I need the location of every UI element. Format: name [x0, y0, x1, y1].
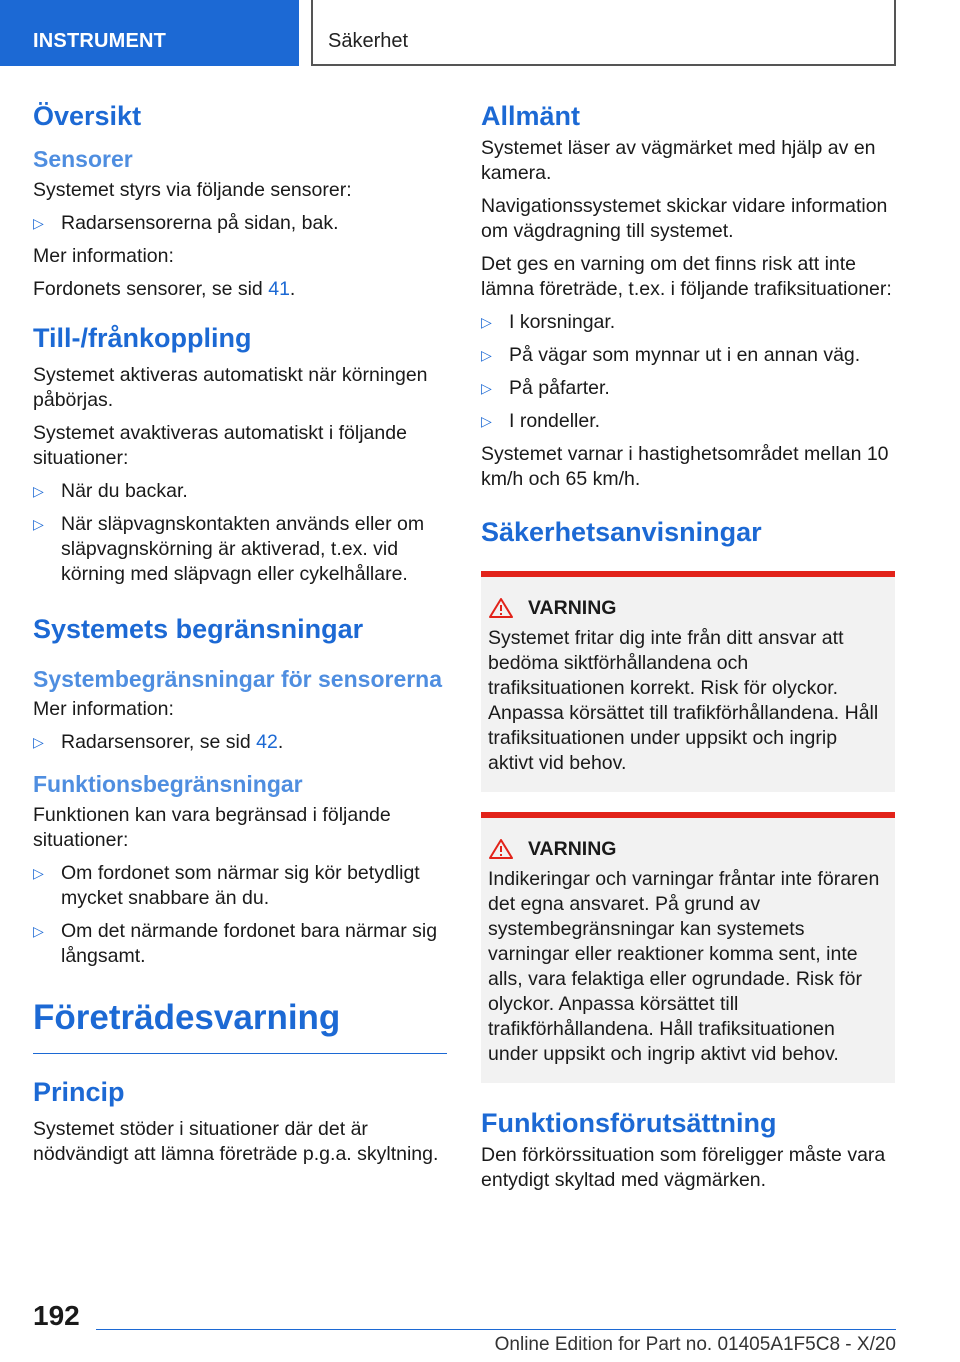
- warning-box: [481, 812, 895, 1083]
- triangle-right-icon: ▷: [33, 922, 44, 939]
- bullet-list: [33, 730, 447, 755]
- triangle-right-icon: ▷: [33, 214, 44, 231]
- bullet-list: [33, 479, 447, 587]
- list-item: ▷ Om fordonet som närmar sig kör betydligt mycket snabbare än du.: [33, 861, 420, 909]
- paragraph: Systemet stöder i situationer där det är nödvändigt att lämna företräde p.g.a. skyltning.: [33, 1118, 439, 1166]
- warning-triangle-icon: [488, 838, 514, 860]
- warning-title: VARNING: [488, 597, 883, 620]
- paragraph: Mer information:: [33, 698, 174, 721]
- paragraph: Den förkörssituation som föreligger måste vara entydigt skyltad med vägmärken.: [481, 1144, 886, 1192]
- paragraph: Navigationssystemet skickar vidare information om vägdragning till systemet.: [481, 195, 888, 243]
- left-column: [33, 100, 447, 1175]
- triangle-right-icon: ▷: [33, 516, 44, 533]
- paragraph: Systemet styrs via följande sensorer:: [33, 178, 352, 201]
- warning-title: VARNING: [488, 838, 883, 861]
- paragraph: Mer information:: [33, 244, 174, 267]
- chapter-tab[interactable]: INSTRUMENT: [0, 0, 299, 66]
- paragraph: Funktionen kan vara begränsad i följande situationer:: [33, 803, 391, 851]
- triangle-right-icon: ▷: [33, 864, 44, 881]
- heading-sensorer: Sensorer: [33, 146, 133, 173]
- triangle-right-icon: ▷: [481, 413, 492, 430]
- paragraph: Systemet aktiveras automatiskt när körningen påbörjas.: [33, 364, 428, 412]
- list-item: ▷ Radarsensorer, se sid 42.: [33, 731, 284, 754]
- paragraph: Systemet varnar i hastighetsområdet mellan 10 km/h och 65 km/h.: [481, 443, 889, 491]
- list-item: ▷ Om det närmande fordonet bara närmar sig långsamt.: [33, 919, 438, 967]
- heading-funktionsforutsattning: Funktionsförutsättning: [481, 1107, 777, 1138]
- triangle-right-icon: ▷: [33, 734, 44, 751]
- page-link[interactable]: 42: [256, 731, 278, 754]
- triangle-right-icon: ▷: [481, 314, 492, 331]
- list-item: ▷ I rondeller.: [481, 410, 601, 433]
- page-header: [0, 0, 960, 66]
- heading-till-franskoppling: Till-/frånkoppling: [33, 322, 252, 353]
- right-column: [481, 100, 895, 1201]
- warning-triangle-icon: [488, 597, 514, 619]
- heading-sensor-begransningar: Systembegränsningar för sensorerna: [33, 665, 443, 692]
- page-link[interactable]: 41: [268, 277, 290, 300]
- list-item: ▷ Radarsensorerna på sidan, bak.: [33, 211, 339, 234]
- bullet-list: [33, 211, 447, 236]
- heading-oversikt: Översikt: [33, 101, 142, 131]
- warning-text: Systemet fritar dig inte från ditt ansvar att bedöma siktförhållandena och trafiksituationen korrekt. Risk för olyckor. Anpassa körsättet till trafikförhållandena. Håll trafiksituationen under uppsikt och ingrip aktivt vid behov.: [488, 626, 879, 774]
- heading-begransningar: Systemets begränsningar: [33, 614, 364, 645]
- warning-text: Indikeringar och varningar fråntar inte föraren det egna ansvaret. På grund av systembegränsningar kan systemets varningar eller reaktioner komma sent, inte alls, vara felaktiga eller ogrundade. Risk för olyckor. Anpassa körsättet till trafikförhållandena. Håll trafiksituationen under uppsikt och ingrip aktivt vid behov.: [488, 867, 880, 1065]
- paragraph: Det ges en varning om det finns risk att inte lämna företräde, t.ex. i följande trafiksituationer:: [481, 253, 892, 301]
- list-item: ▷ På vägar som mynnar ut i en annan väg.: [481, 344, 861, 367]
- section-tab[interactable]: Säkerhet: [311, 0, 896, 66]
- footer-edition: Online Edition for Part no. 01405A1F5C8 - X/20: [494, 1334, 896, 1355]
- heading-princip: Princip: [33, 1076, 125, 1107]
- bullet-list: [33, 861, 447, 969]
- list-item: ▷ När släpvagnskontakten används eller om släpvagnskörning är aktiverad, t.ex. vid körning med släpvagn eller cykelhållare.: [33, 513, 425, 586]
- footer-divider: [96, 1329, 896, 1330]
- chapter-title: Företrädesvarning: [33, 997, 447, 1054]
- list-item: ▷ I korsningar.: [481, 311, 616, 334]
- list-item: ▷ När du backar.: [33, 480, 188, 503]
- list-item: ▷ På påfarter.: [481, 377, 610, 400]
- paragraph: Systemet läser av vägmärket med hjälp av en kamera.: [481, 137, 876, 185]
- heading-sakerhetsanvisningar: Säkerhetsanvisningar: [481, 517, 762, 548]
- paragraph-with-link: Fordonets sensorer, se sid 41.: [33, 277, 296, 300]
- triangle-right-icon: ▷: [33, 483, 44, 500]
- warning-box: [481, 571, 895, 792]
- bullet-list: [481, 310, 895, 434]
- heading-allmant: Allmänt: [481, 101, 581, 131]
- triangle-right-icon: ▷: [481, 347, 492, 364]
- triangle-right-icon: ▷: [481, 380, 492, 397]
- paragraph: Systemet avaktiveras automatiskt i följande situationer:: [33, 422, 407, 470]
- heading-funktionsbegransningar: Funktionsbegränsningar: [33, 771, 303, 798]
- page-number: 192: [33, 1300, 80, 1331]
